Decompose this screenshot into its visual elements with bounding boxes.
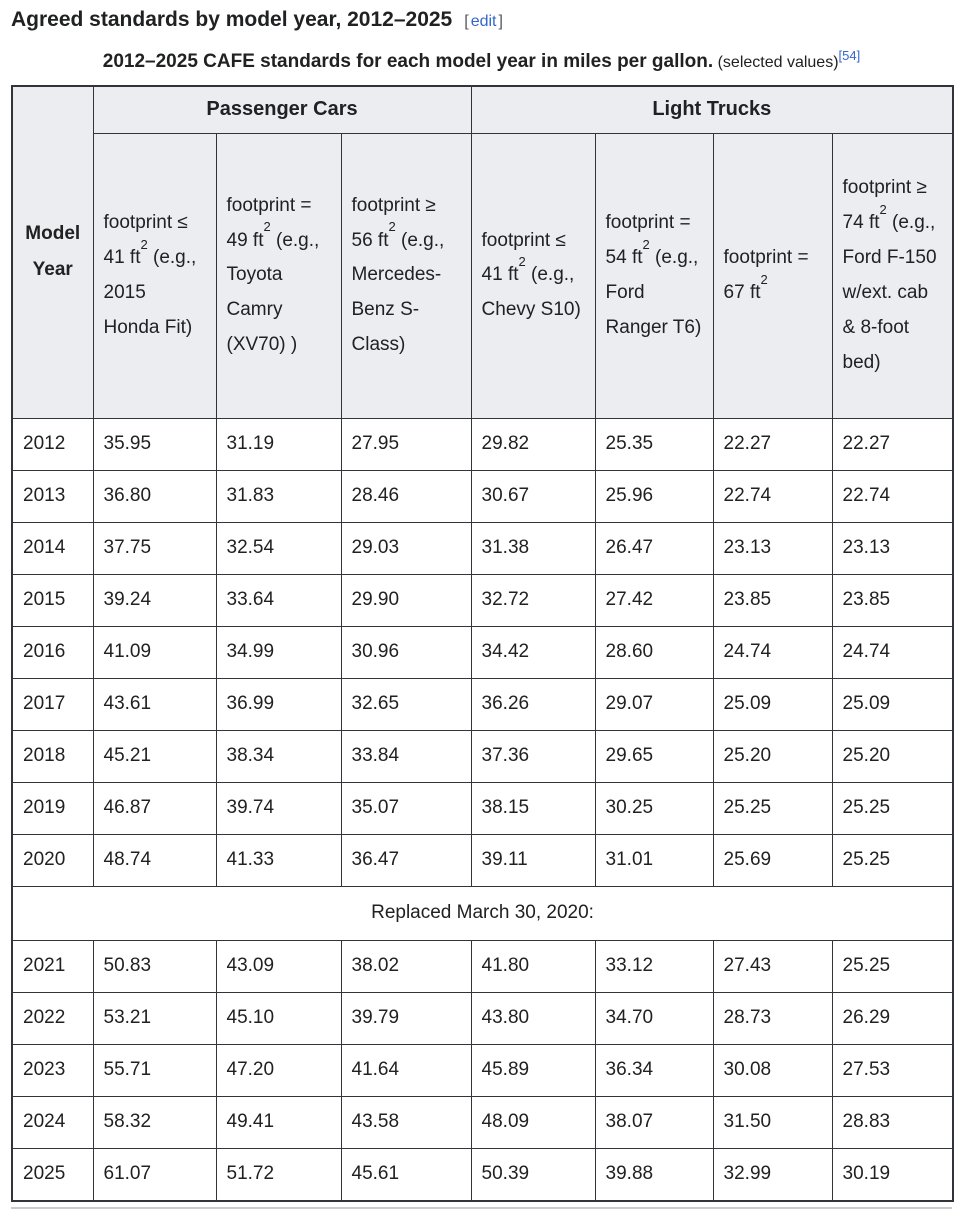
header-text: (e.g., Ford Ranger T6) [605, 246, 702, 338]
value-cell: 29.07 [595, 678, 713, 730]
model-year-header: Model Year [12, 86, 93, 419]
value-cell: 37.36 [471, 730, 595, 782]
header-text: (e.g., Mercedes-Benz S-Class) [351, 229, 445, 356]
column-header-pc-footprint-56 [341, 133, 471, 418]
value-cell: 31.19 [216, 418, 341, 470]
value-cell: 32.72 [471, 574, 595, 626]
year-cell: 2025 [12, 1148, 93, 1201]
value-cell: 39.24 [93, 574, 216, 626]
value-cell: 41.09 [93, 626, 216, 678]
value-cell: 23.85 [832, 574, 953, 626]
table-row-2025 [12, 1148, 953, 1201]
year-cell: 2024 [12, 1096, 93, 1148]
superscript: 2 [879, 201, 887, 217]
value-cell: 36.26 [471, 678, 595, 730]
value-cell: 25.96 [595, 470, 713, 522]
table-caption [11, 50, 952, 74]
value-cell: 39.88 [595, 1148, 713, 1201]
value-cell: 58.32 [93, 1096, 216, 1148]
year-cell: 2016 [12, 626, 93, 678]
value-cell: 24.74 [713, 626, 832, 678]
value-cell: 30.67 [471, 470, 595, 522]
superscript: 2 [140, 236, 148, 252]
value-cell: 28.83 [832, 1096, 953, 1148]
header-text: (e.g., Chevy S10) [481, 264, 581, 321]
value-cell: 25.35 [595, 418, 713, 470]
reference-link[interactable]: [54] [838, 48, 861, 64]
value-cell: 22.27 [713, 418, 832, 470]
year-cell: 2022 [12, 992, 93, 1044]
divider-cell: Replaced March 30, 2020: [12, 886, 953, 940]
header-text: footprint = 54 ft [605, 212, 691, 268]
value-cell: 39.74 [216, 782, 341, 834]
value-cell: 29.03 [341, 522, 471, 574]
edit-section [464, 13, 503, 30]
value-cell: 31.01 [595, 834, 713, 886]
value-cell: 25.25 [713, 782, 832, 834]
value-cell: 41.80 [471, 940, 595, 992]
group-header-passenger-cars: Passenger Cars [93, 86, 471, 134]
column-header-lt-footprint-67 [713, 133, 832, 418]
value-cell: 24.74 [832, 626, 953, 678]
value-cell: 34.42 [471, 626, 595, 678]
column-header-lt-footprint-41 [471, 133, 595, 418]
value-cell: 36.99 [216, 678, 341, 730]
value-cell: 34.70 [595, 992, 713, 1044]
header-text: footprint ≤ 41 ft [481, 229, 566, 286]
value-cell: 33.12 [595, 940, 713, 992]
table-row-2018 [12, 730, 953, 782]
value-cell: 22.27 [832, 418, 953, 470]
value-cell: 48.09 [471, 1096, 595, 1148]
value-cell: 31.83 [216, 470, 341, 522]
value-cell: 39.11 [471, 834, 595, 886]
value-cell: 45.89 [471, 1044, 595, 1096]
value-cell: 38.34 [216, 730, 341, 782]
header-text: footprint ≥ 74 ft [842, 177, 927, 234]
superscript: 2 [642, 236, 650, 252]
table-row-2013 [12, 470, 953, 522]
value-cell: 25.09 [832, 678, 953, 730]
value-cell: 43.09 [216, 940, 341, 992]
divider-row [12, 886, 953, 940]
value-cell: 27.43 [713, 940, 832, 992]
year-cell: 2020 [12, 834, 93, 886]
value-cell: 45.21 [93, 730, 216, 782]
superscript: 2 [518, 254, 526, 270]
year-cell: 2012 [12, 418, 93, 470]
value-cell: 25.25 [832, 782, 953, 834]
year-cell: 2021 [12, 940, 93, 992]
superscript: 2 [388, 219, 396, 235]
table-row-2024 [12, 1096, 953, 1148]
header-text: footprint ≤ 41 ft [103, 212, 188, 268]
value-cell: 22.74 [713, 470, 832, 522]
value-cell: 37.75 [93, 522, 216, 574]
value-cell: 46.87 [93, 782, 216, 834]
group-header-light-trucks: Light Trucks [471, 86, 953, 134]
column-header-lt-footprint-54 [595, 133, 713, 418]
edit-bracket-open: [ [464, 13, 469, 30]
header-text: (e.g., 2015 Honda Fit) [103, 246, 197, 338]
value-cell: 51.72 [216, 1148, 341, 1201]
value-cell: 36.47 [341, 834, 471, 886]
value-cell: 30.19 [832, 1148, 953, 1201]
value-cell: 39.79 [341, 992, 471, 1044]
year-cell: 2014 [12, 522, 93, 574]
value-cell: 38.15 [471, 782, 595, 834]
value-cell: 30.25 [595, 782, 713, 834]
year-cell: 2015 [12, 574, 93, 626]
value-cell: 28.60 [595, 626, 713, 678]
value-cell: 43.61 [93, 678, 216, 730]
table-row-2016 [12, 626, 953, 678]
column-header-pc-footprint-41 [93, 133, 216, 418]
value-cell: 55.71 [93, 1044, 216, 1096]
value-cell: 25.20 [832, 730, 953, 782]
section-heading [11, 7, 956, 32]
table-row-2023 [12, 1044, 953, 1096]
value-cell: 23.13 [713, 522, 832, 574]
year-cell: 2018 [12, 730, 93, 782]
value-cell: 25.20 [713, 730, 832, 782]
value-cell: 45.10 [216, 992, 341, 1044]
value-cell: 35.07 [341, 782, 471, 834]
reference-marker [839, 48, 861, 63]
value-cell: 32.65 [341, 678, 471, 730]
value-cell: 26.29 [832, 992, 953, 1044]
value-cell: 25.69 [713, 834, 832, 886]
value-cell: 41.33 [216, 834, 341, 886]
year-cell: 2019 [12, 782, 93, 834]
header-text: (e.g., Toyota Camry (XV70) ) [226, 229, 320, 356]
value-cell: 53.21 [93, 992, 216, 1044]
year-cell: 2013 [12, 470, 93, 522]
value-cell: 32.54 [216, 522, 341, 574]
year-cell: 2017 [12, 678, 93, 730]
value-cell: 50.39 [471, 1148, 595, 1201]
header-text: footprint = 67 ft [723, 246, 809, 303]
section-title: Agreed standards by model year, 2012–2025 [11, 8, 453, 31]
superscript: 2 [760, 271, 768, 287]
edit-bracket-close: ] [498, 13, 503, 30]
caption-note: (selected values) [713, 54, 839, 72]
value-cell: 36.80 [93, 470, 216, 522]
value-cell: 29.65 [595, 730, 713, 782]
cafe-standards-table [11, 85, 954, 1202]
value-cell: 22.74 [832, 470, 953, 522]
superscript: 2 [263, 219, 271, 235]
value-cell: 48.74 [93, 834, 216, 886]
column-header-lt-footprint-74 [832, 133, 953, 418]
value-cell: 28.46 [341, 470, 471, 522]
year-cell: 2023 [12, 1044, 93, 1096]
value-cell: 61.07 [93, 1148, 216, 1201]
value-cell: 43.58 [341, 1096, 471, 1148]
column-header-pc-footprint-49 [216, 133, 341, 418]
value-cell: 34.99 [216, 626, 341, 678]
value-cell: 30.08 [713, 1044, 832, 1096]
header-text: footprint = 49 ft [226, 194, 312, 251]
value-cell: 27.53 [832, 1044, 953, 1096]
table-row-2022 [12, 992, 953, 1044]
value-cell: 30.96 [341, 626, 471, 678]
value-cell: 25.25 [832, 834, 953, 886]
table-row-2019 [12, 782, 953, 834]
table-row-2015 [12, 574, 953, 626]
value-cell: 28.73 [713, 992, 832, 1044]
value-cell: 25.09 [713, 678, 832, 730]
value-cell: 29.82 [471, 418, 595, 470]
value-cell: 43.80 [471, 992, 595, 1044]
value-cell: 26.47 [595, 522, 713, 574]
value-cell: 27.42 [595, 574, 713, 626]
value-cell: 45.61 [341, 1148, 471, 1201]
table-row-2017 [12, 678, 953, 730]
value-cell: 33.64 [216, 574, 341, 626]
value-cell: 25.25 [832, 940, 953, 992]
value-cell: 32.99 [713, 1148, 832, 1201]
value-cell: 23.13 [832, 522, 953, 574]
table-row-2021 [12, 940, 953, 992]
table-row-2020 [12, 834, 953, 886]
value-cell: 41.64 [341, 1044, 471, 1096]
value-cell: 36.34 [595, 1044, 713, 1096]
caption-main: 2012–2025 CAFE standards for each model year in miles per gallon. [102, 51, 714, 73]
value-cell: 31.38 [471, 522, 595, 574]
header-text: (e.g., Ford F-150 w/ext. cab & 8-foot bed) [842, 212, 937, 373]
header-text: footprint ≥ 56 ft [351, 194, 436, 251]
value-cell: 49.41 [216, 1096, 341, 1148]
value-cell: 38.07 [595, 1096, 713, 1148]
value-cell: 50.83 [93, 940, 216, 992]
table-row-2012 [12, 418, 953, 470]
column-header-row [12, 133, 953, 418]
value-cell: 47.20 [216, 1044, 341, 1096]
value-cell: 33.84 [341, 730, 471, 782]
value-cell: 35.95 [93, 418, 216, 470]
value-cell: 23.85 [713, 574, 832, 626]
value-cell: 38.02 [341, 940, 471, 992]
table-row-2014 [12, 522, 953, 574]
value-cell: 31.50 [713, 1096, 832, 1148]
edit-link[interactable]: edit [470, 13, 497, 30]
value-cell: 29.90 [341, 574, 471, 626]
group-header-row [12, 86, 953, 134]
value-cell: 27.95 [341, 418, 471, 470]
